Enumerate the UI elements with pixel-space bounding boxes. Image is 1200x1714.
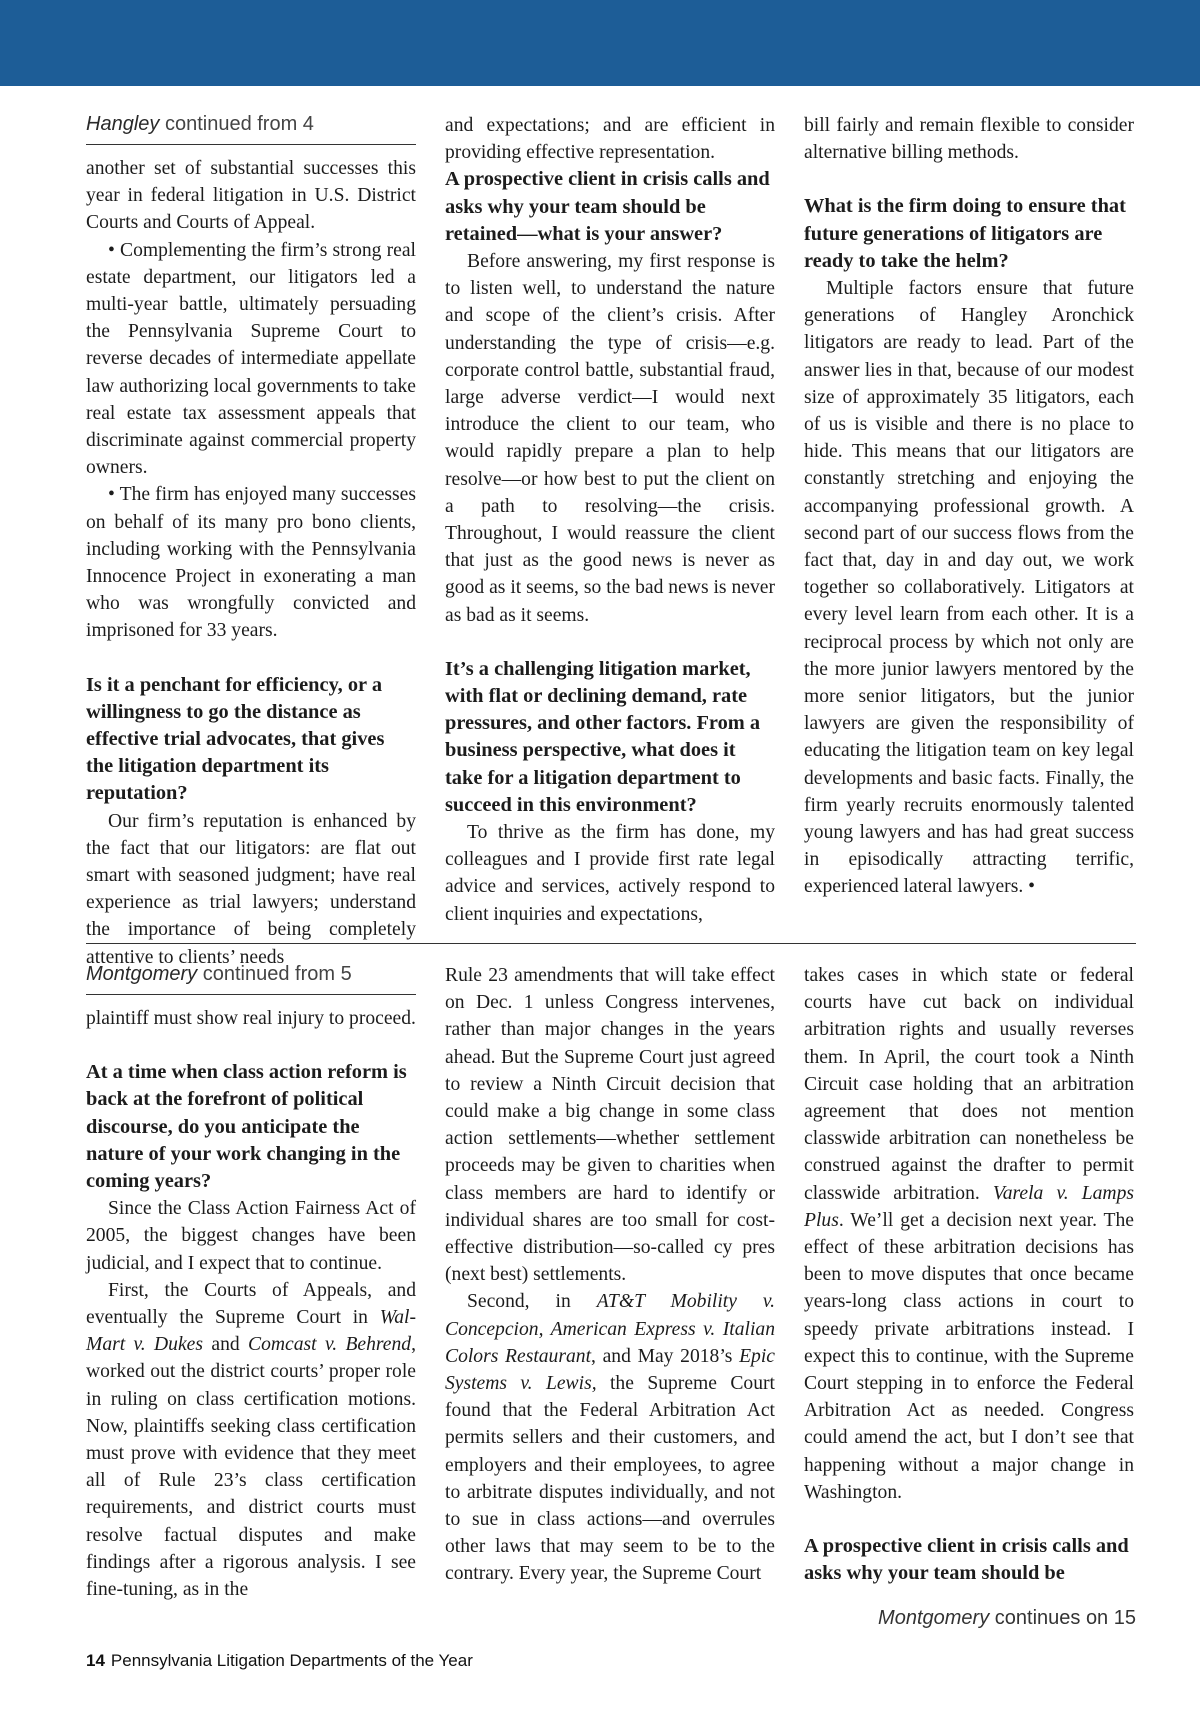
paragraph: takes cases in which state or federal courts have cut back on individual arbitration rights and usually reverses them. In April, the court took a Ninth Circuit case holding that an arbitration agreement that does not mention classwide arbitration can nonetheless be construed against the drafter to permit classwide arbitration. Varela v. Lamps Plus. We’ll get a decision next year. The effect of these arbitration decisions has been to move disputes that once became years-long class actions in court to speedy private arbitrations instead. I expect this to continue, with the Supreme Court stepping in to enforce the Federal Arbitration Act as needed. Congress could amend the act, but I don’t see that happening without a major change in Washington. <box>804 965 1134 1503</box>
question-heading: What is the firm doing to ensure that future generations of litigators are ready to take the helm? <box>804 195 1126 272</box>
answer-paragraph: First, the Courts of Appeals, and eventually the Supreme Court in Wal-Mart v. Dukes and Comcast v. Behrend, worked out the district courts’ proper role in ruling on class certification motions. Now, plaintiffs seeking class certification must prove with evidence that they meet all of Rule 23’s class certification requirements, and district courts must resolve factual disputes and make findings after a rigorous analysis. I see fine-tuning, as in the <box>86 1279 416 1601</box>
page-footer <box>86 1651 473 1671</box>
continues-name: Montgomery <box>878 1607 990 1629</box>
continues-note <box>804 1607 1136 1630</box>
top-column-1 <box>86 112 416 971</box>
paragraph: Rule 23 amendments that will take effect on Dec. 1 unless Congress intervenes, rather than major changes in the years ahead. But the Supreme Court just agreed to review a Ninth Circuit decision that could make a big change in some class action settlements—whether settlement proceeds may be given to charities when class members are hard to identify or individual shares are too small for cost-effective distribution—so-called cy pres (next best) settlements. <box>445 965 775 1286</box>
answer-paragraph: To thrive as the firm has done, my colleagues and I provide first rate legal advice and services, actively respond to client inquiries and expectations, <box>445 822 775 925</box>
question-heading: A prospective client in crisis calls and asks why your team should be <box>804 1535 1129 1585</box>
answer-paragraph: Before answering, my first response is to listen well, to understand the nature and scope of the client’s crisis. After understanding the type of crisis—e.g. corporate control battle, substantial fraud, large adverse verdict—I would next introduce the client to our team, who would rapidly prepare a plan to help resolve—or how best to put the client on a path to resolving—the crisis. Throughout, I would reassure the client that just as the good news is never as good as it seems, so the bad news is never as bad as it seems. <box>445 251 775 626</box>
bullet-paragraph: • The firm has enjoyed many successes on behalf of its many pro bono clients, including working with the Pennsylvania Innocence Project in exonerating a man who was wrongfully convicted and imprisoned for 33 years. <box>86 484 416 642</box>
top-column-2 <box>445 112 775 928</box>
paragraph: plaintiff must show real injury to proceed. <box>86 1008 416 1029</box>
answer-paragraph: Multiple factors ensure that future generations of Hangley Aronchick litigators are ready to lead. Part of the answer lies in that, because of our modest size of approximately 35 litigators, each of us is visible and there is no place to hide. This means that our litigators are constantly stretching and enjoying the accompanying professional growth. A second part of our success flows from the fact that, day in and day out, we work together so collaboratively. Litigators at every level learn from each other. It is a reciprocal process by which not only are the more junior lawyers mentored by the more senior litigators, but the junior lawyers are given the responsibility of educating the litigation team on key legal developments and basic facts. Finally, the firm yearly recruits enormously talented young lawyers and has had great success in episodically attracting terrific, experienced lateral lawyers. • <box>804 278 1134 898</box>
montgomery-runhead <box>86 962 416 995</box>
continues-text: continues on 15 <box>994 1607 1136 1629</box>
question-heading: At a time when class action reform is back at the forefront of political discourse, do you anticipate the nature of your work changing in the coming years? <box>86 1061 407 1193</box>
case-name: AT&T Mobility v. Concepcion, American Express v. Italian Colors Restaurant <box>445 1291 775 1367</box>
page-number: 14 <box>86 1651 105 1670</box>
question-heading: A prospective client in crisis calls and asks why your team should be retained—what is your answer? <box>445 168 770 245</box>
bottom-column-2 <box>445 962 775 1588</box>
case-name: Varela v. Lamps Plus <box>804 1182 1134 1231</box>
top-column-3 <box>804 112 1134 901</box>
hangley-runhead <box>86 112 416 145</box>
question-heading: It’s a challenging litigation market, with flat or declining demand, rate pressures, and other factors. From a business perspective, what does it take for a litigation department to succeed in this environment? <box>445 657 761 816</box>
bottom-column-1 <box>86 962 416 1603</box>
paragraph: Second, in AT&T Mobility v. Concepcion, American Express v. Italian Colors Restaurant, and May 2018’s Epic Systems v. Lewis, the Supreme Court found that the Federal Arbitration Act permits sellers and their customers, and employers and their employees, to agree to arbitrate disputes individually, and not to sue in class actions—and overrules other laws that may seem to be to the contrary. Every year, the Supreme Court <box>445 1291 775 1585</box>
paragraph: bill fairly and remain flexible to consider alternative billing methods. <box>804 115 1134 164</box>
publication-title: Pennsylvania Litigation Departments of the Year <box>110 1651 473 1670</box>
section-divider <box>86 943 1136 944</box>
answer-paragraph: Since the Class Action Fairness Act of 2005, the biggest changes have been judicial, and I expect that to continue. <box>86 1198 416 1274</box>
paragraph: another set of substantial successes this year in federal litigation in U.S. District Courts and Courts of Appeal. <box>86 158 416 234</box>
case-name: Wal-Mart v. Dukes <box>86 1307 416 1356</box>
runhead-text: continued from 5 <box>202 963 352 985</box>
case-name: Comcast v. Behrend <box>248 1334 412 1356</box>
runhead-text: continued from 4 <box>164 113 314 135</box>
header-bar <box>0 0 1200 86</box>
runhead-name: Montgomery <box>86 963 198 985</box>
bottom-column-3 <box>804 962 1134 1587</box>
answer-paragraph: Our firm’s reputation is enhanced by the fact that our litigators: are flat out smart with seasoned judgment; have real experience as trial lawyers; understand the importance of being completely attentive to clients’ needs <box>86 810 416 968</box>
question-heading: Is it a penchant for efficiency, or a willingness to go the distance as effective trial advocates, that gives the litigation department its reputation? <box>86 673 385 805</box>
bullet-paragraph: • Complementing the firm’s strong real estate department, our litigators led a multi-year battle, ultimately persuading the Pennsylvania Supreme Court to reverse decades of intermediate appellate law authorizing local governments to take real estate tax assessment appeals that discriminate against commercial property owners. <box>86 239 416 479</box>
paragraph: and expectations; and are efficient in providing effective representation. <box>445 115 775 164</box>
case-name: Epic Systems v. Lewis, <box>445 1345 775 1395</box>
runhead-name: Hangley <box>86 113 160 135</box>
